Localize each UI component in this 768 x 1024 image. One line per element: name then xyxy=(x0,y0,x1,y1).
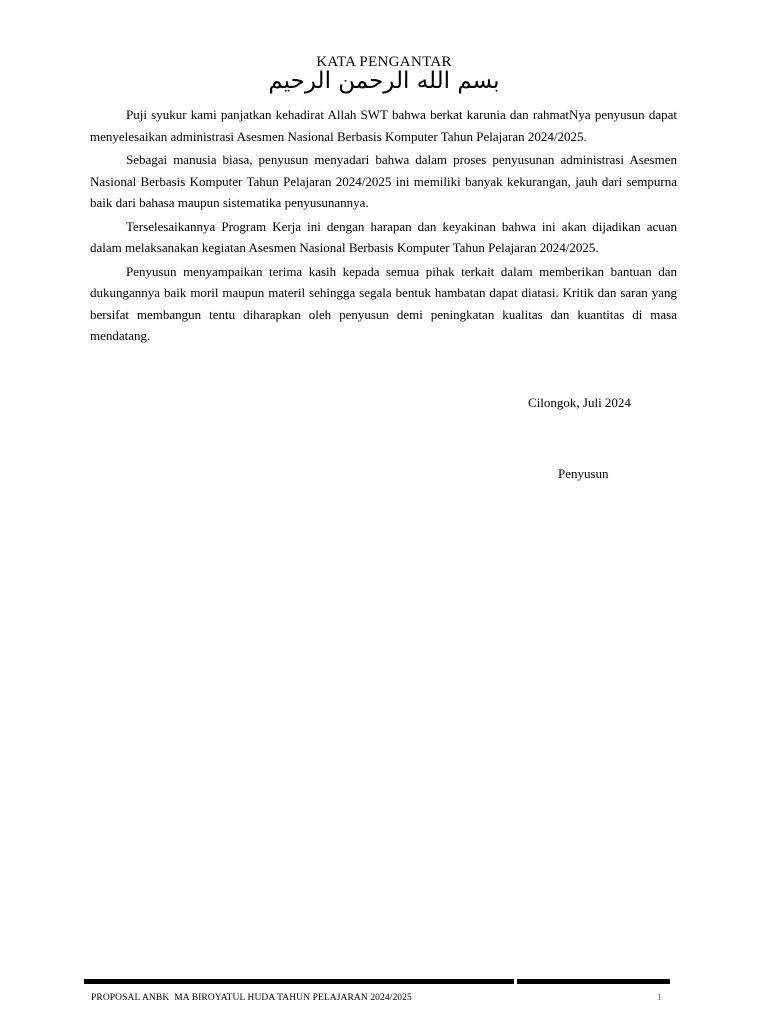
document-title: KATA PENGANTAR xyxy=(316,54,452,70)
paragraph-2: Sebagai manusia biasa, penyusun menyadari bahwa dalam proses penyusunan administrasi Asesmen Nasional Berbasis Komputer Tahun Pelajaran 2024/2025 ini memiliki banyak kekurangan, jauh dari sempurna baik dari bahasa maupun sistematika penyusunannya. xyxy=(90,152,677,210)
basmalah-heading: بسم الله الرحمن الرحيم xyxy=(268,68,500,94)
paragraph-4: Penyusun menyampaikan terima kasih kepada semua pihak terkait dalam memberikan bantuan dan dukungannya baik moril maupun materil sehingga segala bentuk hambatan dapat diatasi. Kritik dan saran yang bersifat membangun tentu diharapkan oleh penyusun demi peningkatan kualitas dan kuantitas di masa mendatang. xyxy=(90,263,677,343)
footer-rule-right xyxy=(517,979,670,984)
footer-rule-left xyxy=(84,979,514,984)
paragraph-1: Puji syukur kami panjatkan kehadirat Allah SWT bahwa berkat karunia dan rahmatNya penyusun dapat menyelesaikan administrasi Asesmen Nasional Berbasis Komputer Tahun Pelajaran 2024/2025. xyxy=(90,107,677,144)
footer-text: PROPOSAL ANBK MA BIROYATUL HUDA TAHUN PELAJARAN 2024/2025 xyxy=(91,993,412,1003)
signer-label: Penyusun xyxy=(558,466,609,481)
place-date: Cilongok, Juli 2024 xyxy=(528,395,631,410)
page-number: 1 xyxy=(657,993,662,1003)
body-text xyxy=(90,104,677,349)
paragraph-3: Terselesaikannya Program Kerja ini dengan harapan dan keyakinan bahwa ini akan dijadikan acuan dalam melaksanakan kegiatan Asesmen Nasional Berbasis Komputer Tahun Pelajaran 2024/2025. xyxy=(90,218,677,255)
